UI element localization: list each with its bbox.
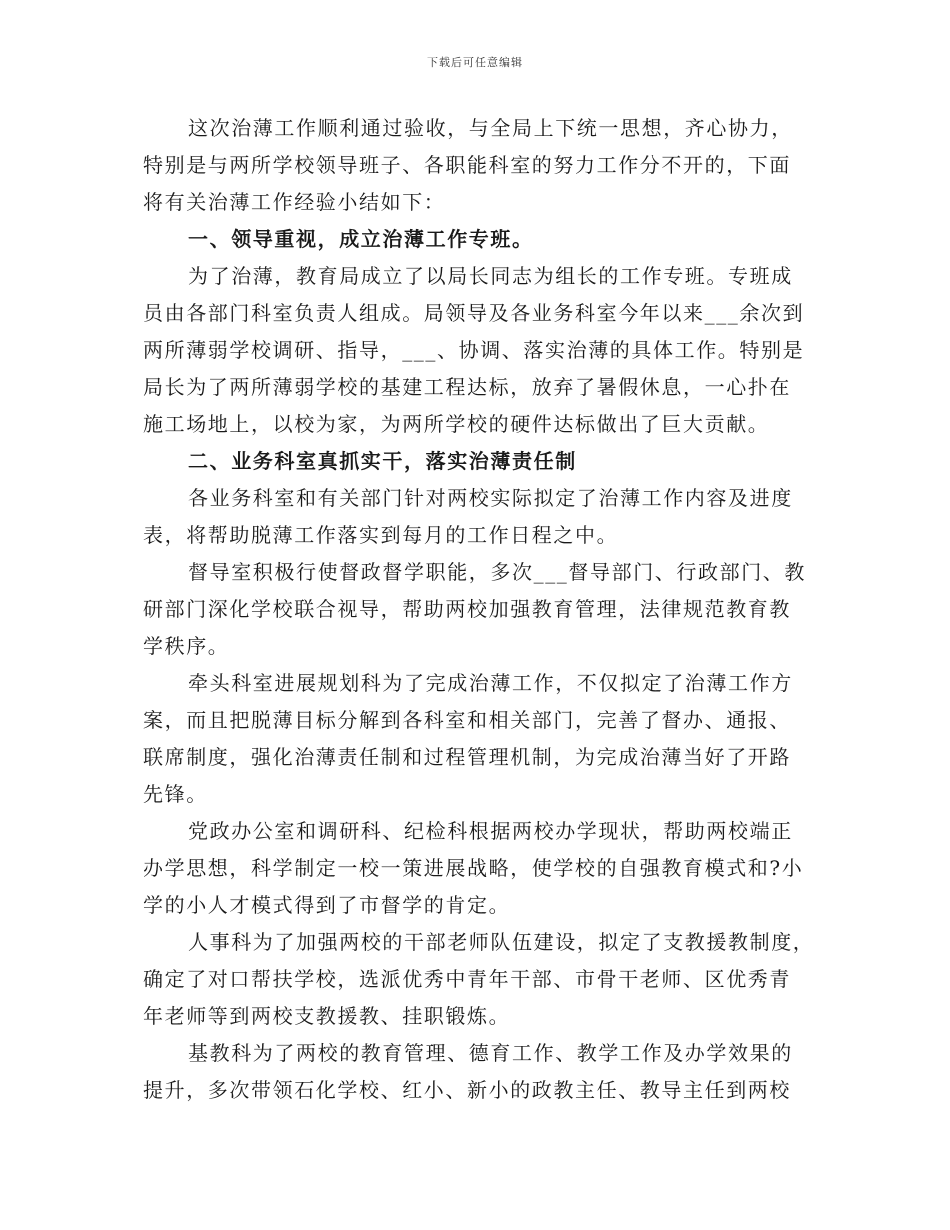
section-heading-1: 一、领导重视，成立治薄工作专班。 — [188, 227, 534, 251]
download-note: 下载后可任意编辑 — [427, 56, 523, 69]
paragraph-line: 基教科为了两校的教育管理、德育工作、教学工作及办学效果的 — [188, 1041, 793, 1065]
paragraph-line: 人事科为了加强两校的干部老师队伍建设，拟定了支教援教制度， — [188, 930, 815, 954]
paragraph-line: 两所薄弱学校调研、指导，___、协调、落实治薄的具体工作。特别是 — [143, 338, 805, 362]
paragraph-line: 这次治薄工作顺利通过验收，与全局上下统一思想，齐心协力， — [188, 116, 793, 140]
paragraph-line: 先锋。 — [143, 782, 208, 806]
paragraph-line: 各业务科室和有关部门针对两校实际拟定了治薄工作内容及进度 — [188, 486, 793, 510]
paragraph-line: 牵头科室进展规划科为了完成治薄工作，不仅拟定了治薄工作方 — [188, 671, 793, 695]
paragraph-line: 将有关治薄工作经验小结如下： — [143, 190, 446, 214]
paragraph-line: 督导室积极行使督政督学职能，多次___督导部门、行政部门、教 — [188, 560, 806, 584]
paragraph-line: 案，而且把脱薄目标分解到各科室和相关部门，完善了督办、通报、 — [143, 708, 791, 732]
paragraph-line: 特别是与两所学校领导班子、各职能科室的努力工作分不开的，下面 — [143, 153, 791, 177]
paragraph-line: 提升，多次带领石化学校、红小、新小的政教主任、教导主任到两校 — [143, 1078, 791, 1102]
paragraph-line: 学秩序。 — [143, 634, 230, 658]
paragraph-line: 表，将帮助脱薄工作落实到每月的工作日程之中。 — [143, 523, 619, 547]
paragraph-line: 为了治薄，教育局成立了以局长同志为组长的工作专班。专班成 — [188, 264, 793, 288]
paragraph-line: 研部门深化学校联合视导，帮助两校加强教育管理，法律规范教育教 — [143, 597, 791, 621]
section-heading-2: 二、业务科室真抓实干，落实治薄责任制 — [188, 449, 577, 473]
paragraph-line: 员由各部门科室负责人组成。局领导及各业务科室今年以来___余次到 — [143, 301, 805, 325]
paragraph-line: 办学思想，科学制定一校一策进展战略，使学校的自强教育模式和?小 — [143, 856, 804, 880]
paragraph-line: 施工场地上，以校为家，为两所学校的硬件达标做出了巨大贡献。 — [143, 412, 770, 436]
paragraph-line: 学的小人才模式得到了市督学的肯定。 — [143, 893, 511, 917]
paragraph-line: 年老师等到两校支教援教、挂职锻炼。 — [143, 1004, 511, 1028]
paragraph-line: 确定了对口帮扶学校，选派优秀中青年干部、市骨干老师、区优秀青 — [143, 967, 791, 991]
paragraph-line: 党政办公室和调研科、纪检科根据两校办学现状，帮助两校端正 — [188, 819, 793, 843]
paragraph-line: 联席制度，强化治薄责任制和过程管理机制，为完成治薄当好了开路 — [143, 745, 791, 769]
paragraph-line: 局长为了两所薄弱学校的基建工程达标，放弃了暑假休息，一心扑在 — [143, 375, 791, 399]
document-body — [143, 110, 815, 1109]
